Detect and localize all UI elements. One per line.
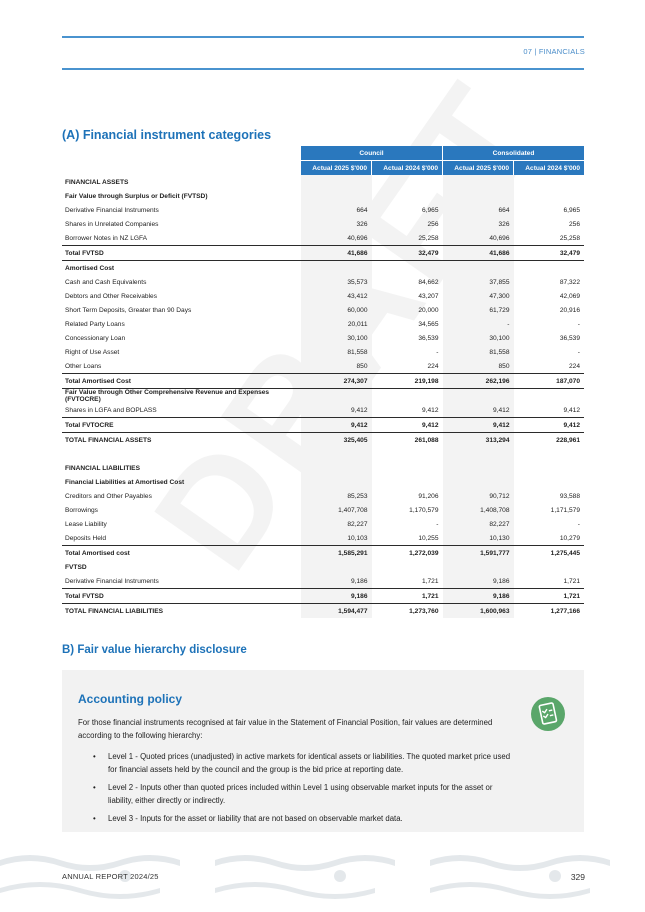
row-value: 850 bbox=[443, 359, 514, 374]
bullet-marker: • bbox=[93, 783, 96, 792]
row-value: 20,000 bbox=[418, 306, 439, 314]
row-label: Total Amortised cost bbox=[62, 546, 301, 561]
row-value: 1,591,777 bbox=[443, 546, 514, 561]
header-rule-bottom bbox=[62, 68, 584, 70]
row-value: 37,855 bbox=[443, 275, 514, 289]
row-value: 42,069 bbox=[559, 292, 580, 300]
table-row bbox=[62, 275, 584, 289]
row-value: 35,573 bbox=[301, 275, 372, 289]
header-rule-top bbox=[62, 36, 584, 38]
row-label: Shares in LGFA and BOPLASS bbox=[65, 406, 157, 414]
table-row bbox=[62, 489, 584, 503]
row-value: 224 bbox=[427, 362, 439, 370]
row-value: 20,011 bbox=[301, 317, 372, 331]
row-label: Debtors and Other Receivables bbox=[65, 292, 157, 300]
row-label: Total FVTSD bbox=[62, 589, 301, 604]
row-value: 9,412 bbox=[372, 418, 443, 433]
row-label: Borrowings bbox=[65, 506, 98, 514]
table-row bbox=[62, 403, 584, 418]
row-value: 1,585,291 bbox=[301, 546, 372, 561]
row-value bbox=[372, 175, 443, 189]
row-label: Financial Liabilities at Amortised Cost bbox=[65, 478, 185, 486]
row-value: 41,686 bbox=[301, 246, 372, 261]
row-value bbox=[372, 475, 443, 489]
row-value bbox=[372, 261, 443, 276]
row-label bbox=[62, 447, 301, 461]
row-value: 219,198 bbox=[372, 374, 443, 389]
table-row bbox=[62, 447, 584, 461]
table-row bbox=[62, 604, 584, 619]
section-heading-b: B) Fair value hierarchy disclosure bbox=[62, 644, 247, 656]
row-label: Lease Liability bbox=[65, 520, 107, 528]
page-number: 329 bbox=[570, 872, 585, 882]
table-row bbox=[62, 317, 584, 331]
table-row bbox=[62, 217, 584, 231]
row-value: 326 bbox=[443, 217, 514, 231]
row-value: 256 bbox=[568, 220, 580, 228]
row-value: 262,196 bbox=[443, 374, 514, 389]
row-value: 1,277,166 bbox=[550, 607, 580, 615]
row-label: Shares in Unrelated Companies bbox=[65, 220, 159, 228]
row-value: 1,594,477 bbox=[301, 604, 372, 619]
row-value: 1,171,579 bbox=[550, 506, 580, 514]
table-row bbox=[62, 517, 584, 531]
table-row bbox=[62, 589, 584, 604]
table-row bbox=[62, 175, 584, 189]
group-council-header: Council bbox=[301, 146, 443, 161]
row-value: 6,965 bbox=[563, 206, 580, 214]
table-row bbox=[62, 418, 584, 433]
row-label: Borrower Notes in NZ LGFA bbox=[65, 234, 148, 242]
row-value: 6,965 bbox=[421, 206, 439, 214]
row-value: 36,539 bbox=[418, 334, 439, 342]
policy-bullet-list bbox=[78, 750, 518, 825]
row-value: 256 bbox=[427, 220, 439, 228]
table-row bbox=[62, 574, 584, 589]
row-value: - bbox=[577, 320, 580, 328]
row-value: 25,258 bbox=[559, 234, 580, 242]
row-value: 850 bbox=[301, 359, 372, 374]
row-value: 81,558 bbox=[443, 345, 514, 359]
row-value: 1,273,760 bbox=[409, 607, 439, 615]
row-value: 10,255 bbox=[418, 534, 439, 542]
row-value: 1,721 bbox=[563, 577, 580, 585]
row-label: FINANCIAL ASSETS bbox=[65, 178, 129, 186]
row-value bbox=[372, 461, 443, 475]
bullet-marker: • bbox=[93, 752, 96, 761]
row-value: 1,408,708 bbox=[443, 503, 514, 517]
row-value: 93,588 bbox=[559, 492, 580, 500]
table-row bbox=[62, 303, 584, 317]
table-row bbox=[62, 475, 584, 489]
checklist-document-icon bbox=[530, 696, 566, 732]
row-value: 34,565 bbox=[418, 320, 439, 328]
group-consolidated-header: Consolidated bbox=[443, 146, 585, 161]
table-row bbox=[62, 261, 584, 276]
report-title: ANNUAL REPORT 2024/25 bbox=[62, 872, 159, 881]
table-column-header-row bbox=[62, 161, 584, 176]
row-value bbox=[514, 475, 585, 489]
row-label: FINANCIAL LIABILITIES bbox=[65, 464, 140, 472]
row-value: 1,407,708 bbox=[301, 503, 372, 517]
row-value bbox=[372, 447, 443, 461]
row-value: 60,000 bbox=[301, 303, 372, 317]
row-value bbox=[514, 389, 585, 404]
row-label: Total Amortised Cost bbox=[62, 374, 301, 389]
row-value bbox=[443, 261, 514, 276]
row-value: 664 bbox=[301, 203, 372, 217]
row-label: FVTSD bbox=[65, 563, 87, 571]
table-row bbox=[62, 246, 584, 261]
row-value: 9,186 bbox=[301, 589, 372, 604]
row-value: - bbox=[436, 520, 439, 528]
row-value: 20,916 bbox=[559, 306, 580, 314]
column-header: Actual 2024 $'000 bbox=[372, 161, 443, 176]
row-value: 47,300 bbox=[443, 289, 514, 303]
row-value: 228,961 bbox=[556, 436, 580, 444]
column-header: Actual 2025 $'000 bbox=[301, 161, 372, 176]
row-value bbox=[514, 175, 585, 189]
row-value bbox=[443, 560, 514, 574]
row-label: Other Loans bbox=[65, 362, 102, 370]
row-value: 41,686 bbox=[443, 246, 514, 261]
row-value: 82,227 bbox=[301, 517, 372, 531]
row-value: 84,662 bbox=[418, 278, 439, 286]
row-value: 10,279 bbox=[559, 534, 580, 542]
row-value: 9,412 bbox=[301, 418, 372, 433]
row-value: 224 bbox=[568, 362, 580, 370]
row-label: TOTAL FINANCIAL ASSETS bbox=[65, 436, 152, 444]
row-value: 9,186 bbox=[443, 574, 514, 589]
policy-intro: For those financial instruments recognised at fair value in the Statement of Financial Position, fair values are determined according to the following hierarchy: bbox=[78, 718, 493, 740]
row-label: Total FVTSD bbox=[62, 246, 301, 261]
row-label: Creditors and Other Payables bbox=[65, 492, 152, 500]
row-value bbox=[443, 475, 514, 489]
row-value: 30,100 bbox=[443, 331, 514, 345]
bullet-marker: • bbox=[93, 814, 96, 823]
list-item bbox=[78, 812, 518, 825]
row-label: Right of Use Asset bbox=[65, 348, 120, 356]
policy-title: Accounting policy bbox=[78, 692, 183, 706]
list-item bbox=[78, 750, 518, 776]
accounting-policy-box bbox=[62, 670, 584, 832]
list-item bbox=[78, 781, 518, 807]
row-value: 32,479 bbox=[514, 246, 585, 261]
row-value bbox=[301, 560, 372, 574]
row-value: 91,206 bbox=[418, 492, 439, 500]
table-row bbox=[62, 560, 584, 574]
row-value: 9,412 bbox=[443, 403, 514, 418]
row-value: 40,696 bbox=[443, 231, 514, 246]
row-label: Related Party Loans bbox=[65, 320, 125, 328]
row-value: 25,258 bbox=[418, 234, 439, 242]
row-value bbox=[514, 461, 585, 475]
row-value: 325,405 bbox=[301, 433, 372, 448]
row-value: 261,088 bbox=[414, 436, 439, 444]
table-row bbox=[62, 389, 584, 404]
row-value: 10,130 bbox=[443, 531, 514, 546]
policy-bullet-text: Level 2 - Inputs other than quoted prices included within Level 1 using observable market inputs for the asset or liability, either directly or indirectly. bbox=[108, 783, 493, 805]
table-row bbox=[62, 546, 584, 561]
row-value: 274,307 bbox=[301, 374, 372, 389]
row-value: 43,412 bbox=[301, 289, 372, 303]
table-row bbox=[62, 203, 584, 217]
row-value bbox=[372, 189, 443, 203]
table-row bbox=[62, 331, 584, 345]
row-value bbox=[514, 189, 585, 203]
row-label: Fair Value through Other Comprehensive Revenue and Expenses (FVTOCRE) bbox=[65, 389, 270, 403]
row-value: 313,294 bbox=[443, 433, 514, 448]
row-value: 187,070 bbox=[514, 374, 585, 389]
row-value: - bbox=[443, 317, 514, 331]
policy-bullet-text: Level 1 - Quoted prices (unadjusted) in active markets for identical assets or liabilities. The quoted market price used for financial assets held by the council and the group is the bid price at reporting date. bbox=[108, 752, 511, 774]
section-heading-a: (A) Financial instrument categories bbox=[62, 128, 272, 142]
row-value: 40,696 bbox=[301, 231, 372, 246]
table-row bbox=[62, 461, 584, 475]
row-value: 9,412 bbox=[563, 406, 580, 414]
row-value: 90,712 bbox=[443, 489, 514, 503]
row-value bbox=[514, 261, 585, 276]
financial-instruments-table bbox=[62, 146, 584, 618]
row-value bbox=[301, 189, 372, 203]
table-row bbox=[62, 433, 584, 448]
row-value bbox=[301, 447, 372, 461]
row-label: Amortised Cost bbox=[65, 264, 115, 272]
row-value bbox=[443, 461, 514, 475]
row-value: 9,412 bbox=[514, 418, 585, 433]
row-value bbox=[372, 560, 443, 574]
row-value: 82,227 bbox=[443, 517, 514, 531]
table-row bbox=[62, 231, 584, 246]
row-value: 1,275,445 bbox=[514, 546, 585, 561]
row-value: 30,100 bbox=[301, 331, 372, 345]
row-label: Fair Value through Surplus or Deficit (FVTSD) bbox=[65, 192, 208, 200]
table-row bbox=[62, 289, 584, 303]
table-row bbox=[62, 531, 584, 546]
policy-bullet-text: Level 3 - Inputs for the asset or liability that are not based on observable market data. bbox=[108, 814, 403, 823]
row-value: 1,272,039 bbox=[372, 546, 443, 561]
table-row bbox=[62, 503, 584, 517]
row-label: Concessionary Loan bbox=[65, 334, 126, 342]
row-value: 1,721 bbox=[421, 577, 439, 585]
row-value: 9,412 bbox=[421, 406, 439, 414]
row-value: - bbox=[577, 520, 580, 528]
row-value: 61,729 bbox=[443, 303, 514, 317]
row-label: Deposits Held bbox=[65, 534, 107, 542]
row-label: Total FVTOCRE bbox=[62, 418, 301, 433]
table-row bbox=[62, 345, 584, 359]
table-row bbox=[62, 189, 584, 203]
row-value bbox=[514, 447, 585, 461]
row-value bbox=[301, 261, 372, 276]
row-value bbox=[443, 389, 514, 404]
row-value: 1,721 bbox=[514, 589, 585, 604]
row-value bbox=[443, 447, 514, 461]
row-value: 1,600,963 bbox=[443, 604, 514, 619]
table-group-header-row bbox=[62, 146, 584, 161]
row-value: 9,186 bbox=[443, 589, 514, 604]
row-value: 43,207 bbox=[418, 292, 439, 300]
row-value: 32,479 bbox=[372, 246, 443, 261]
row-label: Cash and Cash Equivalents bbox=[65, 278, 147, 286]
row-value: 9,412 bbox=[443, 418, 514, 433]
row-value bbox=[443, 175, 514, 189]
column-header: Actual 2024 $'000 bbox=[514, 161, 585, 176]
row-label: Derivative Financial Instruments bbox=[65, 206, 159, 214]
table-row bbox=[62, 374, 584, 389]
row-value: - bbox=[436, 348, 439, 356]
row-label: Derivative Financial Instruments bbox=[65, 577, 159, 585]
row-value: 664 bbox=[443, 203, 514, 217]
row-value bbox=[301, 389, 372, 404]
row-value: 81,558 bbox=[301, 345, 372, 359]
row-value bbox=[301, 461, 372, 475]
row-label: TOTAL FINANCIAL LIABILITIES bbox=[65, 607, 164, 615]
row-value: 1,170,579 bbox=[409, 506, 439, 514]
row-value bbox=[301, 175, 372, 189]
row-value: 87,322 bbox=[559, 278, 580, 286]
row-value: 1,721 bbox=[372, 589, 443, 604]
row-value: 36,539 bbox=[559, 334, 580, 342]
row-value bbox=[372, 389, 443, 404]
row-value: - bbox=[577, 348, 580, 356]
row-label: Short Term Deposits, Greater than 90 Days bbox=[65, 306, 192, 314]
column-header: Actual 2025 $'000 bbox=[443, 161, 514, 176]
row-value bbox=[514, 560, 585, 574]
section-label: 07 | FINANCIALS bbox=[523, 47, 585, 56]
table-row bbox=[62, 359, 584, 374]
row-value bbox=[443, 189, 514, 203]
row-value: 9,186 bbox=[301, 574, 372, 589]
row-value: 9,412 bbox=[301, 403, 372, 418]
row-value: 10,103 bbox=[301, 531, 372, 546]
row-value bbox=[301, 475, 372, 489]
row-value: 326 bbox=[301, 217, 372, 231]
row-value: 85,253 bbox=[301, 489, 372, 503]
